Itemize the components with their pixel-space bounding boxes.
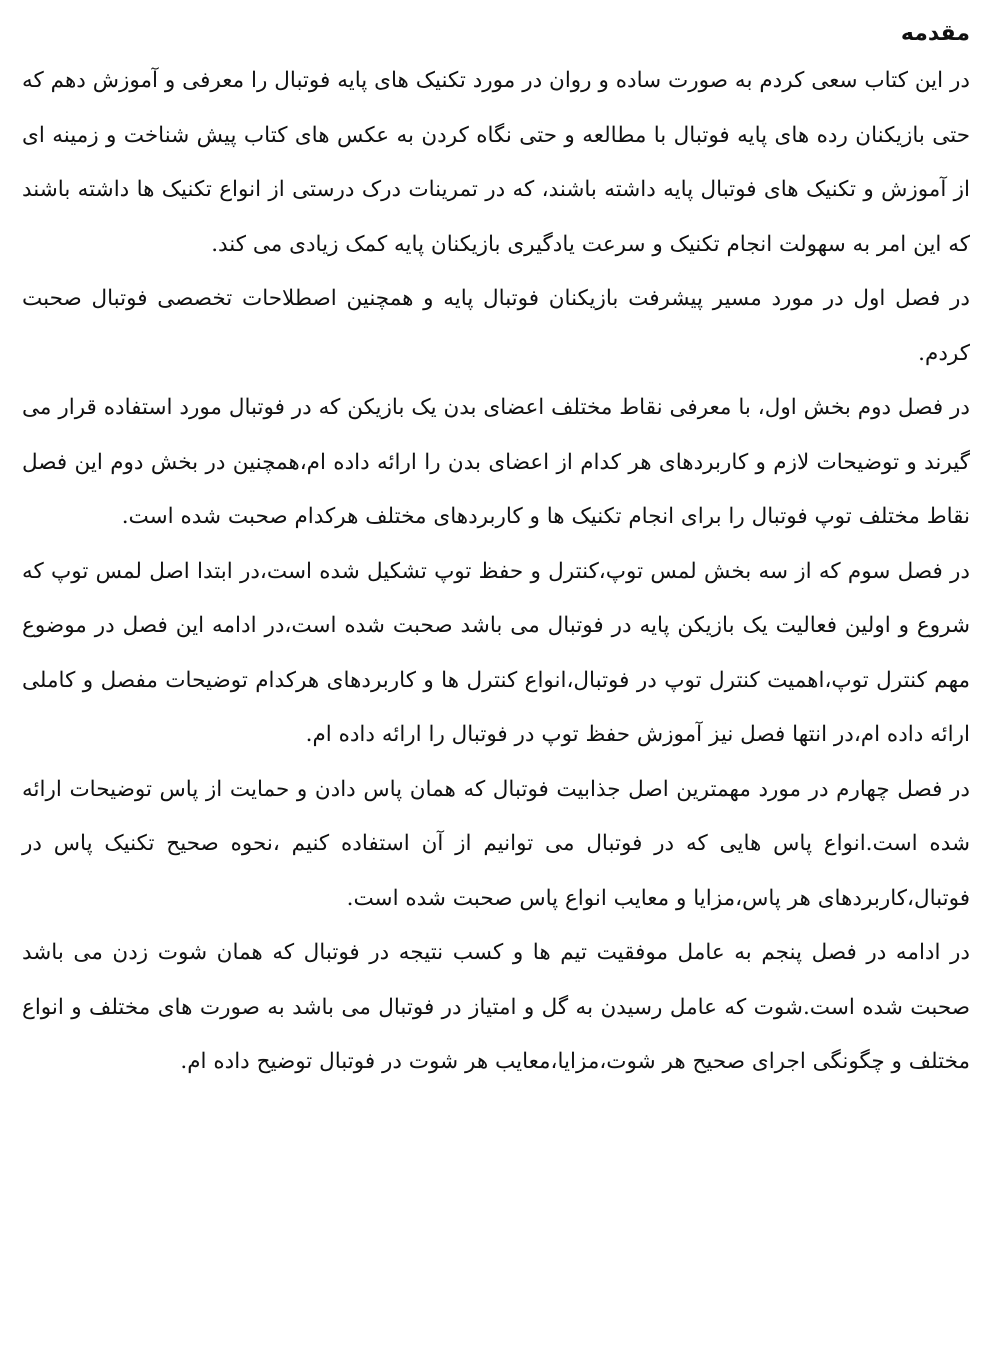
- paragraph-chapter-5: در ادامه در فصل پنجم به عامل موفقیت تیم ها و کسب نتیجه در فوتبال که همان شوت زدن می باشد صحبت شده است.شوت که عامل رسیدن به گل و امتیاز در فوتبال می باشد به صورت های مختلف و انواع مختلف و چگونگی اجرای صحیح هر شوت،مزایا،معایب هر شوت در فوتبال توضیح داده ام.: [22, 940, 970, 1074]
- paragraph-chapter-1: در فصل اول در مورد مسیر پیشرفت بازیکنان فوتبال پایه و همچنین اصطلاحات تخصصی فوتبال صحبت کردم.: [22, 286, 970, 366]
- paragraph-chapter-3: در فصل سوم که از سه بخش لمس توپ،کنترل و حفظ توپ تشکیل شده است،در ابتدا اصل لمس توپ که شروع و اولین فعالیت یک بازیکن پایه در فوتبال می باشد صحبت شده است،در ادامه این فصل در موضوع مهم کنترل توپ،اهمیت کنترل توپ در فوتبال،انواع کنترل ها و کاربردهای هرکدام توضیحات مفصل و کاملی ارائه داده ام،در انتها فصل نیز آموزش حفظ توپ در فوتبال را ارائه داده ام.: [22, 558, 970, 747]
- paragraph-chapter-2: در فصل دوم بخش اول، با معرفی نقاط مختلف اعضای بدن یک بازیکن که در فوتبال مورد استفاده قرار می گیرند و توضیحات لازم و کاربردهای هر کدام از اعضای بدن را ارائه داده ام،همچنین در بخش دوم این فصل نقاط مختلف توپ فوتبال را برای انجام تکنیک ها و کاربردهای مختلف هرکدام صحبت شده است.: [22, 395, 970, 529]
- document-page: [22, 14, 970, 1090]
- paragraph-chapter-4: در فصل چهارم در مورد مهمترین اصل جذابیت فوتبال که همان پاس دادن و حمایت از پاس توضیحات ارائه شده است.انواع پاس هایی که در فوتبال می توانیم از آن استفاده کنیم ،نحوه صحیح تکنیک پاس در فوتبال،کاربردهای هر پاس،مزایا و معایب انواع پاس صحبت شده است.: [22, 776, 970, 911]
- paragraph-intro: در این کتاب سعی کردم به صورت ساده و روان در مورد تکنیک های پایه فوتبال را معرفی و آموزش دهم که حتی بازیکنان رده های پایه فوتبال با مطالعه و حتی نگاه کردن به عکس های کتاب پیش شناخت و زمینه ای از آموزش و تکنیک های فوتبال پایه داشته باشند، که در تمرینات درک درستی از انواع تکنیک ها داشته باشند که این امر به سهولت انجام تکنیک و سرعت یادگیری بازیکنان پایه کمک زیادی می کند.: [22, 68, 970, 257]
- page-title: مقدمه: [900, 21, 970, 46]
